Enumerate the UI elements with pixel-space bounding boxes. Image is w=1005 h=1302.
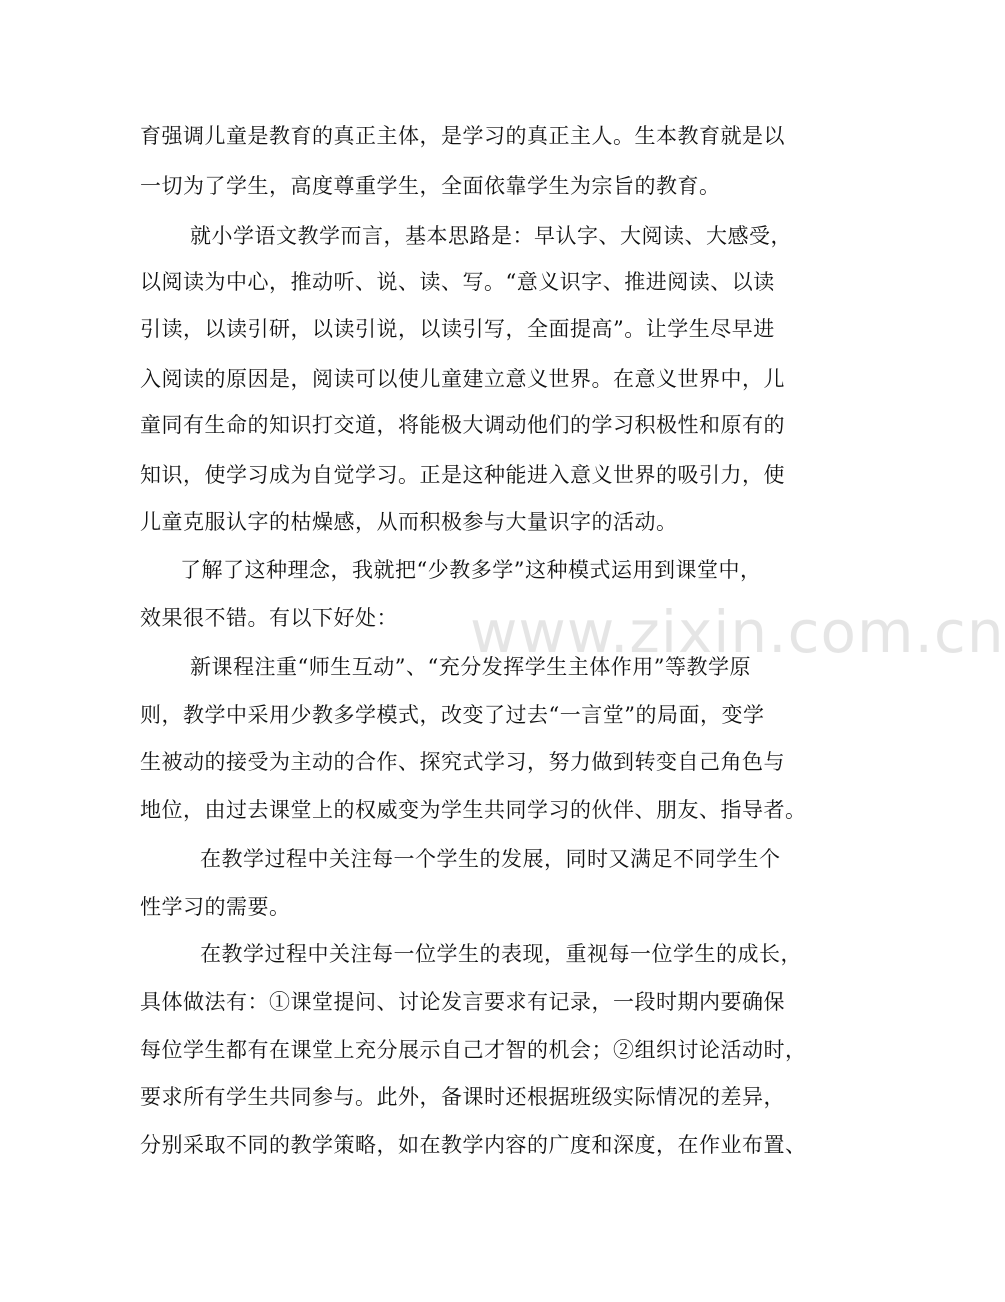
text-line: 要求所有学生共同参与。此外，备课时还根据班级实际情况的差异，	[140, 1085, 785, 1109]
text-line: 效果很不错。有以下好处：	[140, 606, 398, 630]
text-line: 童同有生命的知识打交道，将能极大调动他们的学习积极性和原有的	[140, 413, 785, 437]
text-line: 儿童克服认字的枯燥感，从而积极参与大量识字的活动。	[140, 510, 678, 534]
paragraph-first-line: 就小学语文教学而言，基本思路是：早认字、大阅读、大感受，	[190, 224, 792, 248]
text-line: 具体做法有：①课堂提问、讨论发言要求有记录，一段时期内要确保	[140, 990, 785, 1014]
paragraph-first-line: 了解了这种理念，我就把“少教多学”这种模式运用到课堂中，	[180, 558, 762, 582]
text-line: 性学习的需要。	[140, 895, 291, 919]
text-line: 地位，由过去课堂上的权威变为学生共同学习的伙伴、朋友、指导者。	[140, 798, 807, 822]
watermark: www.zixin.com.cn	[470, 598, 1005, 666]
text-line: 生被动的接受为主动的合作、探究式学习，努力做到转变自己角色与	[140, 750, 785, 774]
text-line: 一切为了学生，高度尊重学生，全面依靠学生为宗旨的教育。	[140, 174, 721, 198]
text-line: 知识，使学习成为自觉学习。正是这种能进入意义世界的吸引力，使	[140, 463, 785, 487]
paragraph-first-line: 在教学过程中关注每一位学生的表现，重视每一位学生的成长，	[200, 942, 802, 966]
text-line: 以阅读为中心，推动听、说、读、写。“意义识字、推进阅读、以读	[140, 270, 775, 294]
paragraph-first-line: 新课程注重“师生互动”、“充分发挥学生主体作用”等教学原	[190, 655, 751, 679]
text-line: 入阅读的原因是，阅读可以使儿童建立意义世界。在意义世界中，儿	[140, 367, 785, 391]
text-line: 每位学生都有在课堂上充分展示自己才智的机会；②组织讨论活动时，	[140, 1038, 807, 1062]
text-line: 分别采取不同的教学策略，如在教学内容的广度和深度，在作业布置、	[140, 1133, 807, 1157]
paragraph-first-line: 在教学过程中关注每一个学生的发展，同时又满足不同学生个	[200, 847, 781, 871]
text-line: 则，教学中采用少教多学模式，改变了过去“一言堂”的局面，变学	[140, 703, 765, 727]
text-line: 引读，以读引研，以读引说，以读引写，全面提高”。让学生尽早进	[140, 317, 775, 341]
text-line: 育强调儿童是教育的真正主体，是学习的真正主人。生本教育就是以	[140, 124, 785, 148]
